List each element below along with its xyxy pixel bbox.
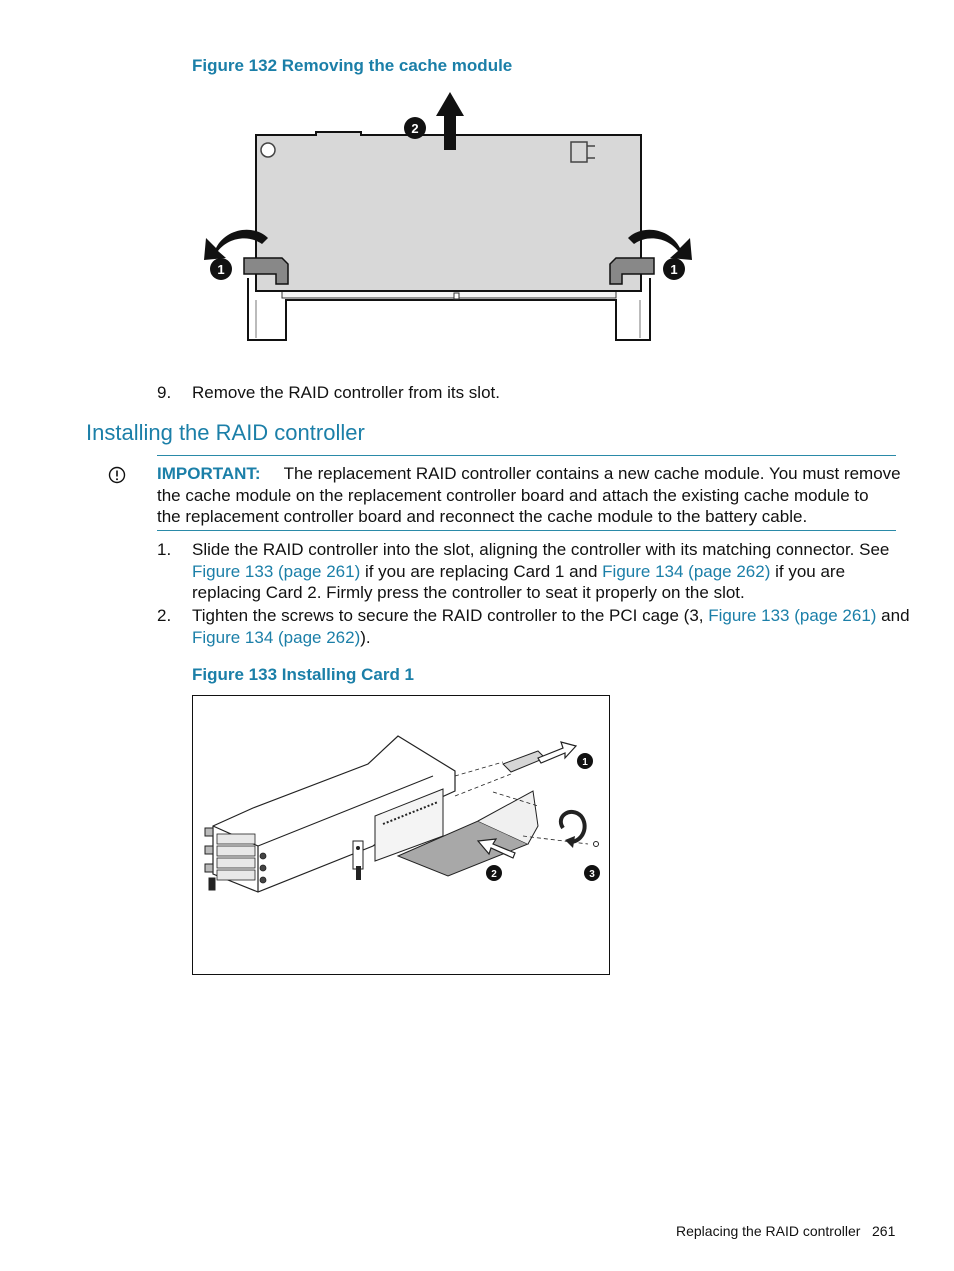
figure-133-illustration [193,696,609,974]
important-text-line-1: The replacement RAID controller contains a new cache module. You must remove [283,464,901,483]
step-1-line-1: Slide the RAID controller into the slot, aligning the controller with its matching connector. See [192,540,890,559]
footer-section-title: Replacing the RAID controller [676,1223,861,1239]
callout-2: 2 [411,121,419,136]
figure-133-frame [192,695,610,975]
step-1-text [192,539,902,604]
step-2-text-part-3: ). [360,627,371,647]
step-1-text-part-2: if you are replacing Card 1 and [360,561,603,581]
connector-rail [282,291,616,298]
arrow-1 [538,742,576,763]
callout-1-left: 1 [217,262,225,277]
cache-module-board [256,132,641,291]
riser-card [503,751,545,772]
step-2-text-part-1: Tighten the screws to secure the RAID controller to the PCI cage (3, [192,606,709,625]
step-1-link-figure-133[interactable]: Figure 133 (page 261) [192,561,361,581]
callout-1-right: 1 [670,262,678,277]
step-2-text-part-2: and [876,606,910,625]
step-1-link-figure-134[interactable]: Figure 134 (page 262) [602,561,771,581]
step-9-number: 9. [157,383,172,402]
callout-3: 3 [589,869,595,880]
figure-133-caption: Figure 133 Installing Card 1 [192,665,415,684]
callout-2: 2 [491,869,497,880]
callout-1: 1 [582,757,588,768]
footer-page-number: 261 [872,1223,896,1239]
mount-hole [261,143,275,157]
step-2-text [192,605,910,648]
important-icon [108,466,126,484]
figure-132-caption: Figure 132 Removing the cache module [192,56,513,75]
step-1-number: 1. [157,540,172,559]
step-1-text-part-3: if you are [770,561,846,581]
important-label: IMPORTANT: [157,464,261,483]
important-text-line-3: the replacement controller board and reconnect the cache module to the battery cable. [157,507,808,526]
section-heading: Installing the RAID controller [86,420,365,445]
step-9-text: Remove the RAID controller from its slot. [192,383,500,402]
bracket [353,841,363,869]
step-2-number: 2. [157,606,172,625]
step-2-link-figure-133[interactable]: Figure 133 (page 261) [708,606,877,625]
important-bottom-rule [157,530,896,531]
important-top-rule [157,455,896,456]
important-note [157,463,901,528]
important-text-line-2: the cache module on the replacement controller board and attach the existing cache module to [157,485,869,505]
figure-132-illustration [196,88,702,348]
step-1-line-3: replacing Card 2. Firmly press the controller to seat it properly on the slot. [192,583,745,602]
step-2-link-figure-134[interactable]: Figure 134 (page 262) [192,627,361,647]
